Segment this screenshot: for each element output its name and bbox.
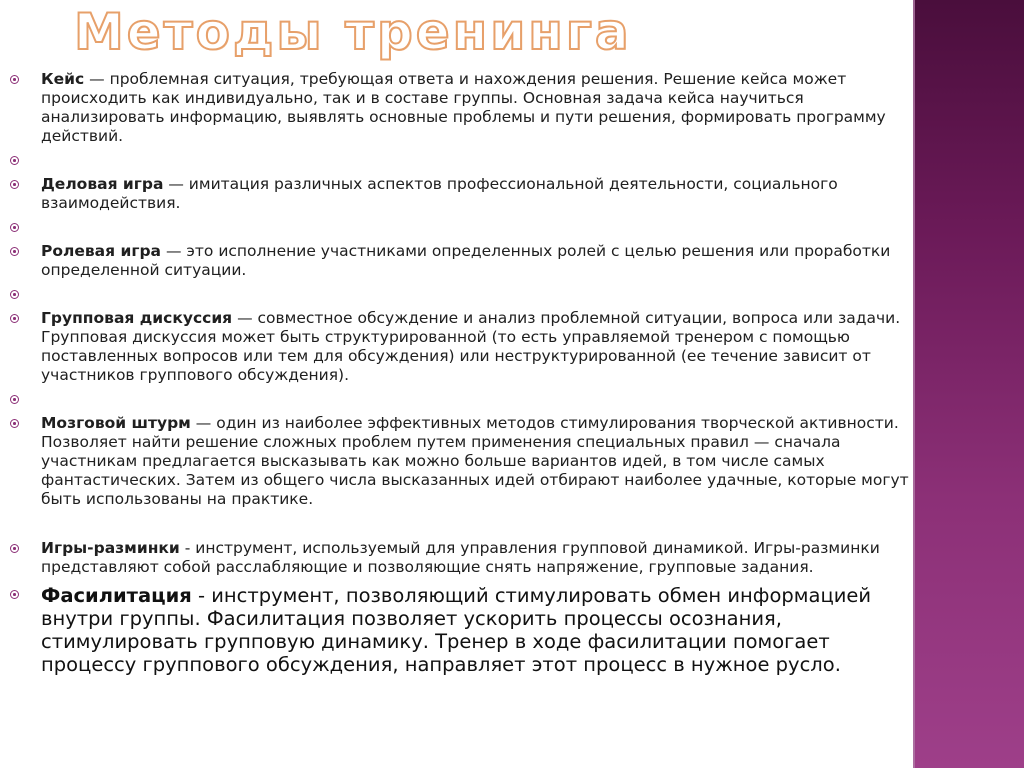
list-item-empty — [10, 285, 915, 304]
bullet-icon — [10, 180, 19, 189]
item-term: Кейс — [41, 70, 85, 88]
item-term: Групповая дискуссия — [41, 309, 233, 327]
item-term: Мозговой штурм — [41, 414, 191, 432]
list-item-role-game — [10, 242, 915, 280]
item-term: Фасилитация — [41, 584, 192, 607]
item-text: — совместное обсуждение и анализ проблемной ситуации, вопроса или задачи. Групповая дискуссия может быть структурированной (то есть управляемой тренером с помощью поставленных вопросов или тем для обсуждения) или неструктурированной (ее течение зависит от участников группового обсуждения). — [41, 309, 901, 384]
item-term: Ролевая игра — [41, 242, 162, 260]
methods-list — [10, 70, 915, 676]
decorative-side-band — [913, 0, 1024, 768]
bullet-icon — [10, 290, 19, 299]
list-item-empty — [10, 151, 915, 170]
bullet-icon — [10, 156, 19, 165]
bullet-icon — [10, 75, 19, 84]
bullet-icon — [10, 247, 19, 256]
list-item-business-game — [10, 175, 915, 213]
item-text: — проблемная ситуация, требующая ответа и нахождения решения. Решение кейса может происходить как индивидуально, так и в составе группы. Основная задача кейса научиться анализировать информацию, выявлять основные проблемы и пути решения, формировать программу действий. — [41, 70, 886, 145]
bullet-icon — [10, 544, 19, 553]
item-text: — имитация различных аспектов профессиональной деятельности, социального взаимодействия. — [41, 175, 838, 212]
item-text: — это исполнение участниками определенных ролей с целью решения или проработки определенной ситуации. — [41, 242, 891, 279]
list-item-empty — [10, 390, 915, 409]
item-term: Игры-разминки — [41, 539, 180, 557]
bullet-icon — [10, 223, 19, 232]
bullet-icon — [10, 395, 19, 404]
list-item-empty — [10, 218, 915, 237]
list-item-group-discussion — [10, 309, 915, 385]
bullet-icon — [10, 590, 19, 599]
item-text: — один из наиболее эффективных методов стимулирования творческой активности. Позволяет найти решение сложных проблем путем применения специальных правил — сначала участникам предлагается высказывать как можно больше вариантов идей, в том числе самых фантастических. Затем из общего числа высказанных идей отбирают наиболее удачные, которые могут быть использованы на практике. — [41, 414, 909, 508]
item-text: - инструмент, позволяющий стимулировать обмен информацией внутри группы. Фасилитация позволяет ускорить процессы осознания, стимулировать групповую динамику. Тренер в ходе фасилитации помогает процессу группового обсуждения, направляет этот процесс в нужное русло. — [41, 584, 872, 676]
list-item-case — [10, 70, 915, 146]
item-term: Деловая игра — [41, 175, 164, 193]
list-item-brainstorm — [10, 414, 915, 509]
list-item-facilitation — [10, 584, 915, 676]
list-item-warmup-games — [10, 539, 915, 577]
bullet-icon — [10, 314, 19, 323]
item-text: - инструмент, используемый для управления групповой динамикой. Игры-разминки представляют собой расслабляющие и позволяющие снять напряжение, групповые задания. — [41, 539, 880, 576]
bullet-icon — [10, 419, 19, 428]
slide-title: Методы тренинга — [74, 3, 632, 61]
